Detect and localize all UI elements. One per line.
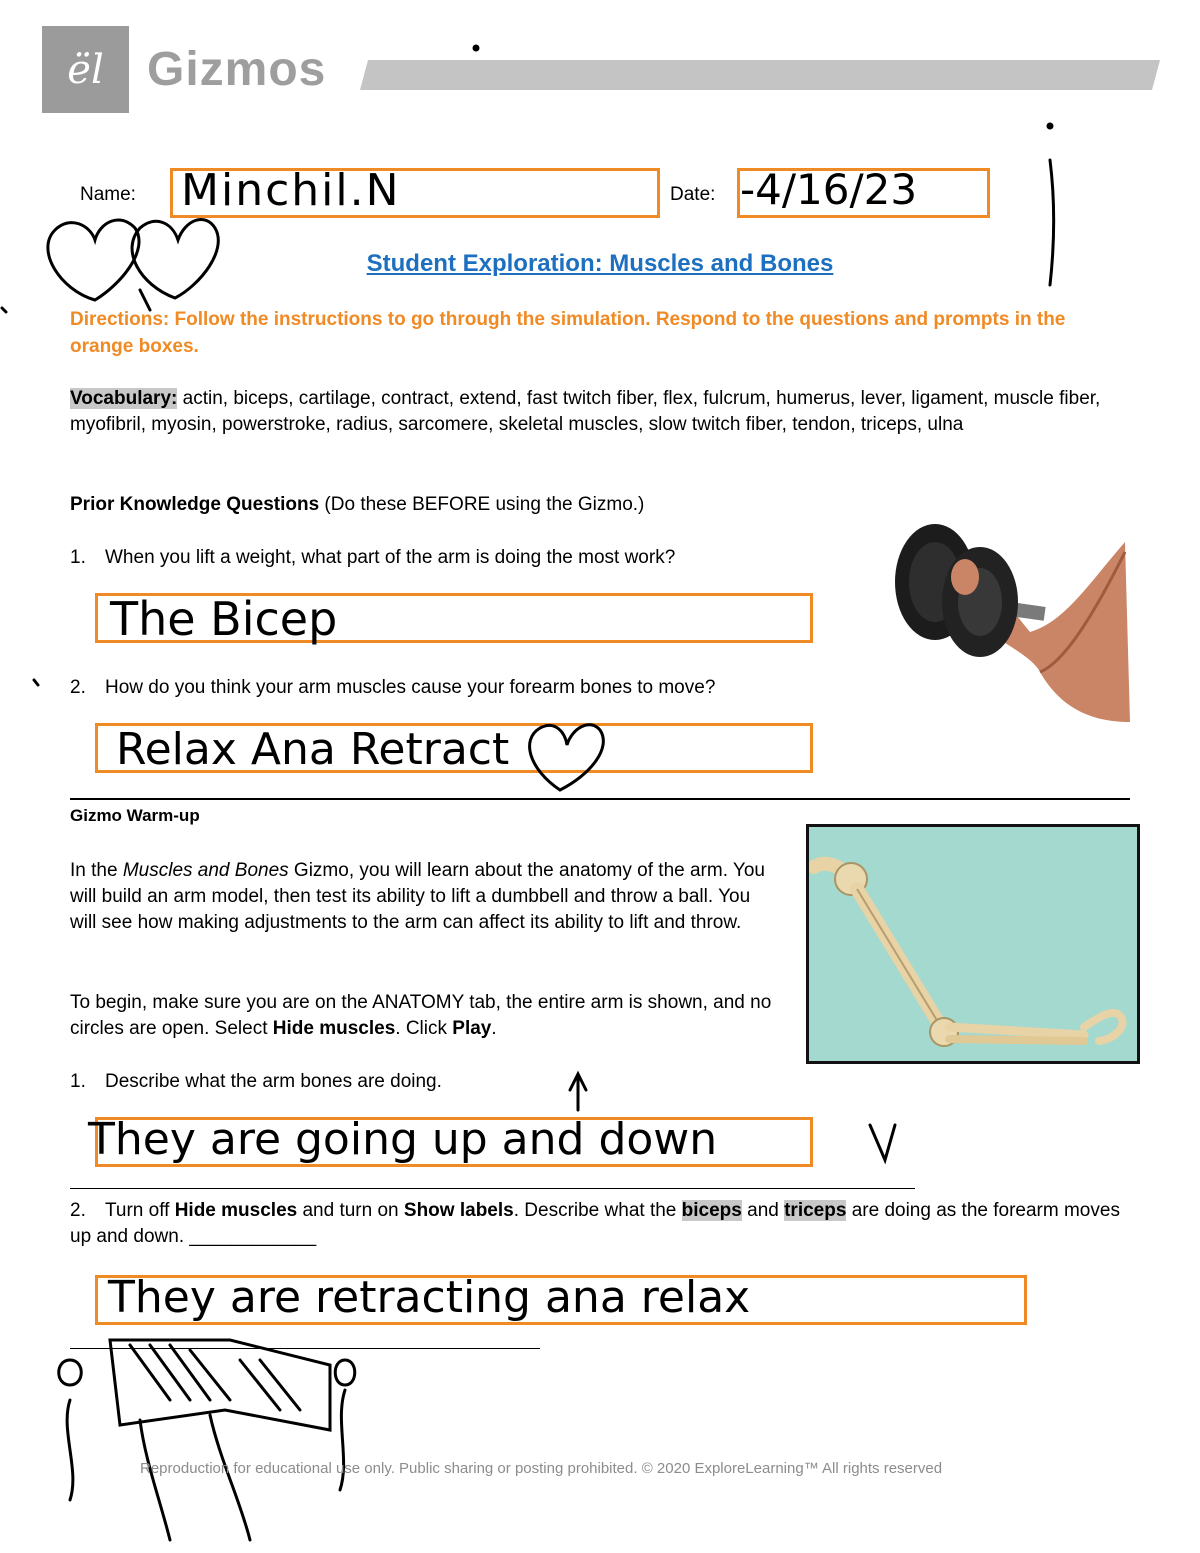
vocabulary	[70, 386, 1130, 438]
warmup-question-2: 2. Turn off Hide muscles and turn on Show labels. Describe what the biceps and triceps are doing as the forearm moves up and down. ____________	[70, 1200, 1120, 1247]
date-field[interactable]	[737, 165, 990, 218]
arm-bones-image	[806, 824, 1140, 1064]
date-handwriting: -4/16/23	[740, 165, 918, 214]
prior-answer-2-box[interactable]	[95, 723, 813, 773]
footer-copyright: Reproduction for educational use only. Public sharing or posting prohibited. © 2020 ExploreLearning™ All rights reserved	[140, 1460, 943, 1477]
warmup-answer-1-handwriting: They are going up and down	[88, 1114, 718, 1165]
answer-line-2	[70, 1348, 540, 1349]
header-bar	[360, 60, 1160, 90]
page-title: Student Exploration: Muscles and Bones	[366, 250, 834, 277]
warmup-answer-2-box[interactable]	[95, 1272, 1027, 1325]
date-label: Date:	[670, 184, 716, 205]
dumbbell-arm-illustration	[890, 512, 1135, 727]
gizmos-wordmark: Gizmos	[147, 43, 327, 96]
warmup-begin-instructions: To begin, make sure you are on the ANATOMY tab, the entire arm is shown, and no circles are open. Select Hide muscles. Click Play.	[70, 992, 772, 1039]
explorelearning-logo: ël	[42, 26, 129, 113]
warmup-answer-2-handwriting: They are retracting ana relax	[108, 1272, 751, 1323]
warmup-intro: In the Muscles and Bones Gizmo, you will learn about the anatomy of the arm. You will build an arm model, then test its ability to lift a dumbbell and throw a ball. You will see how making adjustments to the arm can affect its ability to lift and throw.	[70, 860, 765, 933]
prior-knowledge-heading: Prior Knowledge Questions (Do these BEFORE using the Gizmo.)	[70, 494, 645, 515]
vocabulary-text: actin, biceps, cartilage, contract, extend, fast twitch fiber, flex, fulcrum, humerus, lever, ligament, muscle fiber, myofibril, myosin, powerstroke, radius, sarcomere, skeletal muscles, slow twitch fiber, tendon, triceps, ulna	[70, 388, 1101, 435]
name-field[interactable]	[170, 165, 660, 218]
section-divider	[70, 798, 1130, 800]
name-label: Name:	[80, 184, 136, 205]
prior-answer-1-handwriting: The Bicep	[110, 592, 338, 646]
directions: Directions: Follow the instructions to go through the simulation. Respond to the questions and prompts in the orange boxes.	[70, 309, 1066, 357]
prior-answer-2-handwriting: Relax Ana Retract	[116, 724, 510, 775]
warmup-answer-1-box[interactable]	[88, 1114, 813, 1167]
warmup-heading: Gizmo Warm-up	[70, 806, 200, 825]
vocabulary-label: Vocabulary:	[70, 388, 178, 409]
prior-answer-1-box[interactable]	[95, 592, 813, 646]
name-handwriting: Minchil.N	[181, 165, 401, 216]
answer-line-1	[70, 1188, 915, 1189]
prior-question-2: 2. How do you think your arm muscles cause your forearm bones to move?	[70, 677, 716, 698]
prior-question-1: 1. When you lift a weight, what part of the arm is doing the most work?	[70, 547, 676, 568]
arm-bones-drawing	[809, 827, 1137, 1061]
warmup-question-1: 1. Describe what the arm bones are doing.	[70, 1071, 442, 1092]
